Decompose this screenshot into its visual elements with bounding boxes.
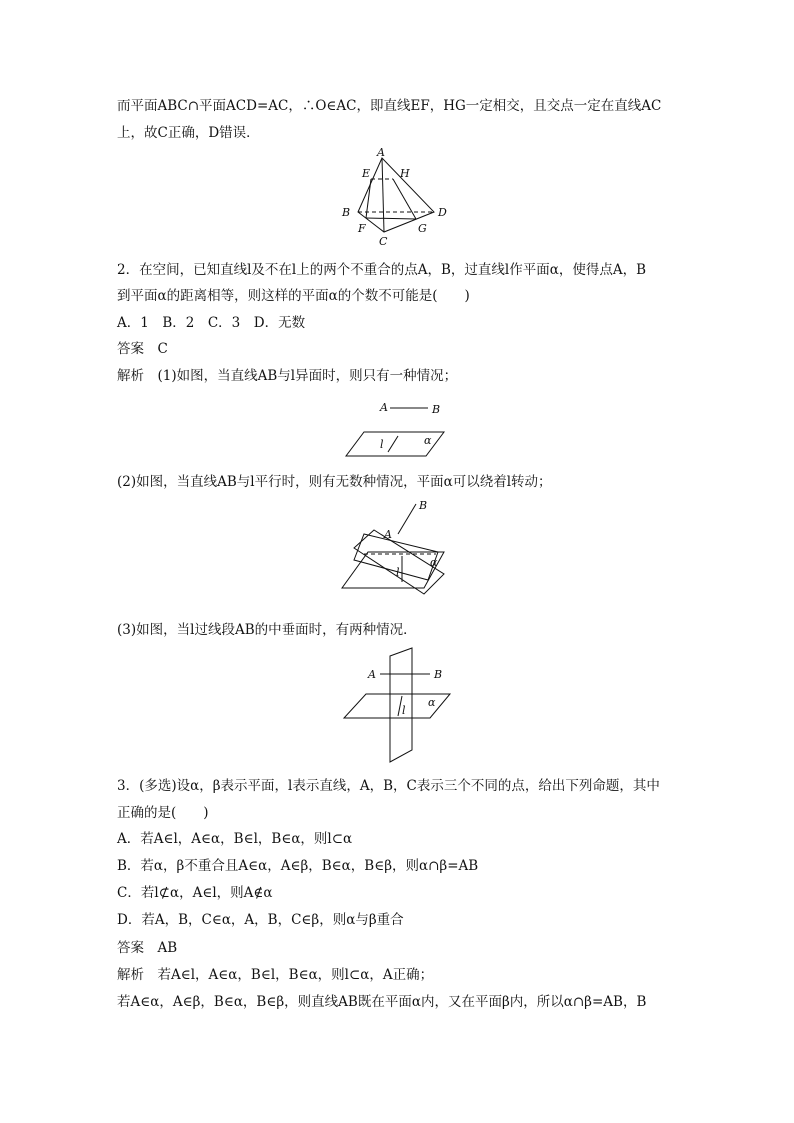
text-line: C．若l⊄α，A∈l，则A∉α [117, 885, 273, 901]
tetra-label-h: H [400, 167, 410, 180]
tetra-label-b: B [342, 206, 351, 219]
skew-lines-figure [340, 396, 450, 462]
tetra-label-d: D [438, 206, 447, 219]
label-l: l [380, 438, 384, 451]
tetra-label-g: G [418, 222, 427, 235]
text-line: (3)如图，当l过线段AB的中垂面时，有两种情况． [117, 622, 417, 638]
label-l: l [402, 704, 406, 717]
text-line: B．若α，β不重合且A∈α，A∈β，B∈α，B∈β，则α∩β=AB [117, 858, 479, 874]
label-b: B [419, 499, 428, 512]
label-b: B [434, 668, 443, 681]
text-line: 上，故C正确，D错误． [117, 125, 260, 141]
text-line: (2)如图，当直线AB与l平行时，则有无数种情况，平面α可以绕着l转动； [117, 474, 552, 490]
text-line: 答案 AB [117, 940, 178, 956]
label-alpha: α [424, 434, 432, 447]
label-b: B [432, 403, 441, 416]
plane-alpha [342, 552, 444, 588]
text-line: 解析 若A∈l，A∈α，B∈l，B∈α，则l⊂α，A正确； [117, 967, 434, 983]
segment-ab [398, 504, 416, 534]
perpendicular-plane-figure [340, 646, 452, 764]
text-line: 答案 C [117, 341, 168, 357]
label-l: l [396, 566, 400, 579]
label-a: A [368, 668, 376, 681]
text-line: 3．(多选)设α，β表示平面，l表示直线，A，B，C表示三个不同的点，给出下列命题，其中 [117, 778, 660, 794]
parallel-planes-figure [340, 498, 452, 602]
text-line: 到平面α的距离相等，则这样的平面α的个数不可能是( ) [117, 288, 470, 304]
tetra-label-f: F [358, 222, 366, 235]
text-line: 而平面ABC∩平面ACD=AC，∴O∈AC，即直线EF，HG一定相交，且交点一定在直线AC [117, 98, 662, 114]
vertical-plane [390, 648, 412, 762]
text-line: 若A∈α，A∈β，B∈α，B∈β，则直线AB既在平面α内，又在平面β内，所以α∩β=AB，B [117, 994, 647, 1010]
tetrahedron-figure [338, 144, 458, 252]
text-line: 解析 (1)如图，当直线AB与l异面时，则只有一种情况； [117, 368, 458, 384]
tetra-label-a: A [377, 146, 385, 159]
label-alpha: α [430, 556, 438, 569]
tetra-label-e: E [362, 167, 371, 180]
label-a: A [384, 528, 392, 541]
tetra-fg-line [366, 218, 416, 219]
tetra-label-c: C [379, 235, 388, 248]
text-line: 正确的是( ) [117, 805, 209, 821]
line-l [388, 436, 398, 452]
tetra-ac-edge [382, 158, 384, 232]
label-a: A [380, 401, 388, 414]
text-line: A．若A∈l，A∈α，B∈l，B∈α，则l⊂α [117, 831, 353, 847]
label-alpha: α [428, 696, 436, 709]
tetra-hg-line [393, 179, 416, 219]
text-line: D．若A，B，C∈α，A，B，C∈β，则α与β重合 [117, 912, 404, 928]
text-line: A．1 B．2 C．3 D．无数 [117, 315, 306, 331]
text-line: 2．在空间，已知直线l及不在l上的两个不重合的点A，B，过直线l作平面α，使得点A，B [117, 262, 646, 278]
